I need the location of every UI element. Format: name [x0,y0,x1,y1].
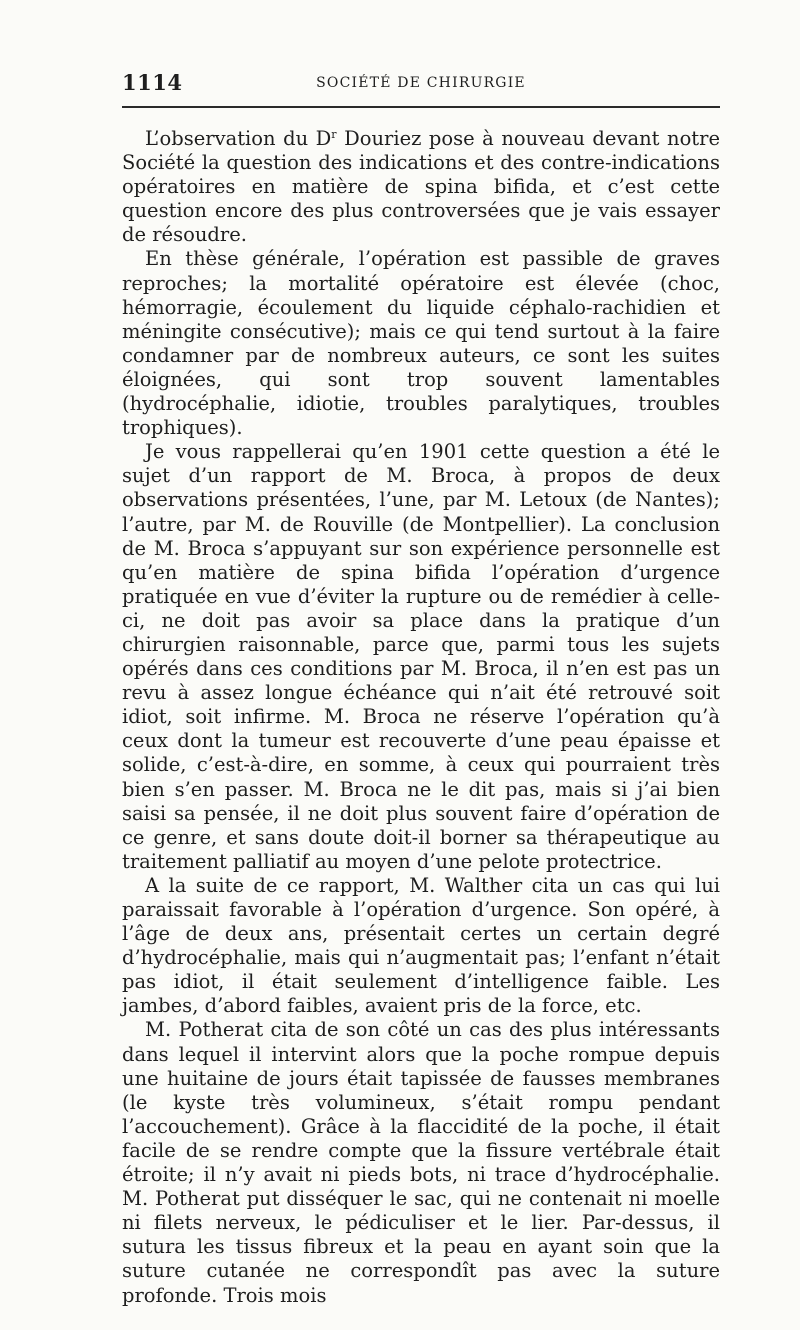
body-text [122,127,720,1308]
paragraph: M. Potherat cita de son côté un cas des plus intéressants dans lequel il intervint alors que la poche rompue depuis une huitaine de jours était tapissée de fausses membranes (le kyste très volumineux, s’était rompu pendant l’accouchement). Grâce à la flaccidité de la poche, il était facile de se rendre compte que la fissure vertébrale était étroite; il n’y avait ni pieds bots, ni trace d’hydrocéphalie. M. Potherat put disséquer le sac, qui ne contenait ni moelle ni filets nerveux, le pédiculiser et le lier. Par-dessus, il sutura les tissus fibreux et la peau en ayant soin que la suture cutanée ne correspondît pas avec la suture profonde. Trois mois [122,1018,720,1307]
page-header [122,70,720,100]
superscript: r [331,128,337,141]
paragraph: A la suite de ce rapport, M. Walther cita un cas qui lui paraissait favorable à l’opération d’urgence. Son opéré, à l’âge de deux ans, présentait certes un certain degré d’hydrocéphalie, mais qui n’augmentait pas; l’enfant n’était pas idiot, il était seulement d’intelligence faible. Les jambes, d’abord faibles, avaient pris de la force, etc. [122,873,720,1018]
page-number: 1114 [122,70,183,95]
paragraph-text: Douriez pose à nouveau devant notre Société la question des indications et des contre-indications opératoires en matière de spina bifida, et c’est cette question encore des plus controversées que je vais essayer de résoudre. [122,127,721,247]
paragraph: Je vous rappellerai qu’en 1901 cette question a été le sujet d’un rapport de M. Broca, à propos de deux observations présentées, l’une, par M. Letoux (de Nantes); l’autre, par M. de Rouville (de Montpellier). La conclusion de M. Broca s’appuyant sur son expérience personnelle est qu’en matière de spina bifida l’opération d’urgence pratiquée en vue d’éviter la rupture ou de remédier à celle-ci, ne doit pas avoir sa place dans la pratique d’un chirurgien raisonnable, parce que, parmi tous les sujets opérés dans ces conditions par M. Broca, il n’en est pas un revu à assez longue échéance qui n’ait été retrouvé soit idiot, soit infirme. M. Broca ne réserve l’opération qu’à ceux dont la tumeur est recouverte d’une peau épaisse et solide, c’est-à-dire, en somme, à ceux qui pourraient très bien s’en passer. M. Broca ne le dit pas, mais si j’ai bien saisi sa pensée, il ne doit plus souvent faire d’opération de ce genre, et sans doute doit-il borner sa thérapeutique au traitement palliatif au moyen d’une pelote protectrice. [122,440,720,873]
paragraph [122,127,720,247]
header-rule [122,106,720,108]
paragraph: En thèse générale, l’opération est passible de graves reproches; la mortalité opératoire est élevée (choc, hémorragie, écoulement du liquide céphalo-rachidien et méningite consécutive); mais ce qui tend surtout à la faire condamner par de nombreux auteurs, ce sont les suites éloignées, qui sont trop souvent lamentables (hydrocéphalie, idiotie, troubles paralytiques, troubles trophiques). [122,247,720,440]
running-title: SOCIÉTÉ DE CHIRURGIE [316,75,526,91]
paragraph-text: L’observation du D [145,127,332,150]
